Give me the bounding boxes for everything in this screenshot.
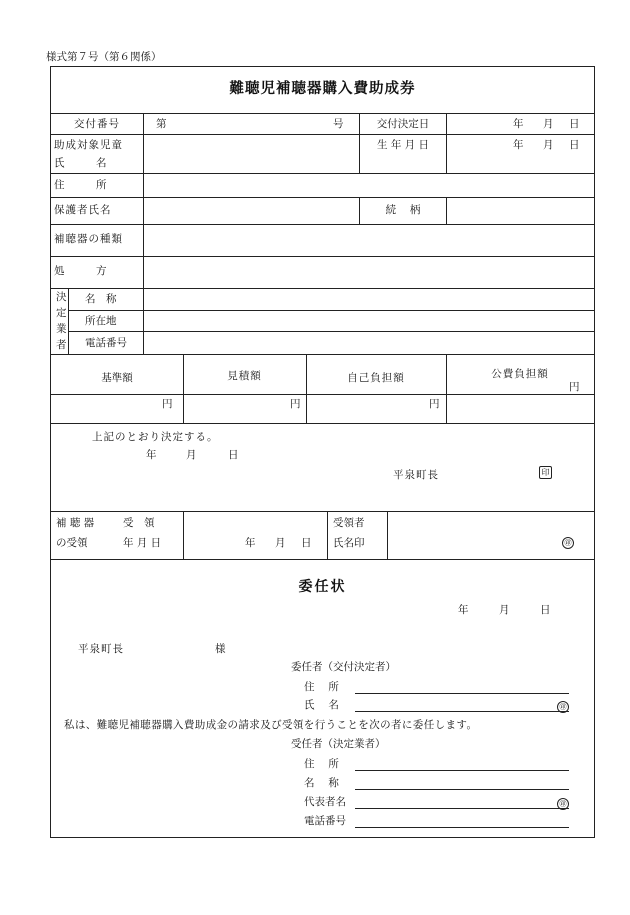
label-kettei-2: 定 bbox=[56, 307, 67, 319]
rule bbox=[446, 134, 447, 173]
phone-line[interactable] bbox=[355, 827, 569, 828]
proxy-title: 委任状 bbox=[298, 579, 347, 595]
label-ininsha-shimei: 氏 名 bbox=[304, 699, 339, 711]
rule bbox=[51, 288, 594, 289]
rule bbox=[68, 288, 69, 354]
label-mitsumori: 見積額 bbox=[227, 370, 262, 382]
rule bbox=[51, 354, 594, 355]
rule bbox=[143, 113, 144, 354]
label-no-juryo: の受領 bbox=[56, 537, 88, 549]
label-kijungaku: 基準額 bbox=[101, 372, 133, 384]
juninsha-name-line[interactable] bbox=[355, 789, 569, 790]
label-ininsha-jusho: 住 所 bbox=[304, 681, 339, 693]
seal-mark-icon: ㊞ bbox=[562, 537, 574, 549]
label-juninsha-denwa: 電話番号 bbox=[304, 815, 346, 827]
rule bbox=[359, 197, 360, 224]
date-year: 年 bbox=[146, 449, 157, 461]
label-shimei-in: 氏名印 bbox=[333, 537, 365, 549]
rule bbox=[446, 197, 447, 224]
proxy-sama: 様 bbox=[215, 643, 226, 655]
rule bbox=[51, 134, 594, 135]
rule bbox=[446, 113, 447, 134]
rule bbox=[51, 559, 594, 560]
label-yen: 円 bbox=[429, 398, 440, 410]
label-kettei-1: 決 bbox=[56, 291, 67, 303]
label-shurui: 補聴器の種類 bbox=[54, 233, 123, 245]
official-seal-icon: 印 bbox=[539, 466, 552, 479]
label-kettei-4: 者 bbox=[56, 339, 67, 351]
label-kettei-3: 業 bbox=[56, 323, 67, 335]
rule bbox=[183, 354, 184, 423]
rule bbox=[359, 113, 360, 134]
rule bbox=[51, 113, 594, 114]
label-zokugara: 続 柄 bbox=[385, 204, 421, 216]
rule bbox=[387, 511, 388, 559]
subsidy-voucher-form bbox=[50, 66, 595, 838]
proxy-statement: 私は、難聴児補聴器購入費助成金の請求及び受領を行うことを次の者に委任します。 bbox=[64, 719, 478, 731]
label-yen: 円 bbox=[569, 381, 580, 393]
label-ininsha: 委任者（交付決定者） bbox=[291, 661, 396, 673]
label-nengappi: 年 月 日 bbox=[123, 537, 162, 549]
form-number-caption: 様式第７号（第６関係） bbox=[46, 51, 162, 63]
date-month: 月 bbox=[543, 118, 554, 130]
label-yen: 円 bbox=[162, 398, 173, 410]
label-hogosha: 保護者氏名 bbox=[54, 204, 112, 216]
ininsha-name-line[interactable] bbox=[355, 711, 569, 712]
rule bbox=[51, 197, 594, 198]
label-jiko-futan: 自己負担額 bbox=[347, 372, 405, 384]
date-day: 日 bbox=[569, 139, 580, 151]
label-kofu-bango: 交付番号 bbox=[74, 118, 120, 130]
rule bbox=[51, 394, 594, 395]
rule bbox=[183, 511, 184, 559]
seal-mark-icon: ㊞ bbox=[557, 701, 569, 713]
date-year: 年 bbox=[513, 118, 524, 130]
rule bbox=[446, 354, 447, 423]
ininsha-address-line[interactable] bbox=[355, 693, 569, 694]
date-day: 日 bbox=[301, 537, 312, 549]
label-josei-taisho: 助成対象児童 bbox=[54, 139, 123, 151]
date-month: 月 bbox=[543, 139, 554, 151]
date-day: 日 bbox=[540, 604, 551, 616]
label-kohi-futan: 公費負担額 bbox=[491, 368, 549, 380]
date-month: 月 bbox=[275, 537, 286, 549]
date-day: 日 bbox=[228, 449, 239, 461]
seal-mark-icon: ㊞ bbox=[557, 798, 569, 810]
label-jusho: 住 所 bbox=[54, 179, 107, 191]
label-kofu-ketteibi: 交付決定日 bbox=[376, 118, 430, 130]
rule bbox=[51, 256, 594, 257]
label-yen: 円 bbox=[290, 398, 301, 410]
label-juninsha: 受任者（決定業者） bbox=[291, 738, 386, 750]
date-year: 年 bbox=[458, 604, 469, 616]
label-go: 号 bbox=[333, 118, 344, 130]
label-jurosha: 受領者 bbox=[333, 517, 365, 529]
date-year: 年 bbox=[513, 139, 524, 151]
label-hochoki: 補 聴 器 bbox=[56, 517, 95, 529]
rule bbox=[306, 354, 307, 423]
rule bbox=[51, 511, 594, 512]
label-denwa: 電話番号 bbox=[85, 337, 127, 349]
rule bbox=[359, 134, 360, 173]
rule bbox=[327, 511, 328, 559]
decision-text: 上記のとおり決定する。 bbox=[92, 431, 219, 443]
label-shoho: 処 方 bbox=[54, 265, 107, 277]
label-juninsha-jusho: 住 所 bbox=[304, 758, 339, 770]
juninsha-address-line[interactable] bbox=[355, 770, 569, 771]
label-juryo: 受 領 bbox=[123, 517, 155, 529]
label-shimei: 氏 名 bbox=[54, 157, 107, 169]
date-year: 年 bbox=[245, 537, 256, 549]
mayor-name: 平泉町長 bbox=[393, 469, 439, 481]
rule bbox=[68, 310, 594, 311]
label-shozaichi: 所在地 bbox=[85, 315, 117, 327]
label-meisho: 名 称 bbox=[85, 293, 117, 305]
date-month: 月 bbox=[186, 449, 197, 461]
rule bbox=[51, 224, 594, 225]
rule bbox=[68, 331, 594, 332]
rule bbox=[51, 173, 594, 174]
label-seinengappi: 生 年 月 日 bbox=[376, 139, 429, 151]
date-month: 月 bbox=[499, 604, 510, 616]
proxy-addressee: 平泉町長 bbox=[78, 643, 124, 655]
label-juninsha-meisho: 名 称 bbox=[304, 777, 339, 789]
representative-line[interactable] bbox=[355, 808, 569, 809]
form-title: 難聴児補聴器購入費助成券 bbox=[229, 81, 416, 97]
label-daihyosha: 代表者名 bbox=[304, 796, 346, 808]
label-dai: 第 bbox=[156, 118, 167, 130]
date-day: 日 bbox=[569, 118, 580, 130]
rule bbox=[51, 423, 594, 424]
